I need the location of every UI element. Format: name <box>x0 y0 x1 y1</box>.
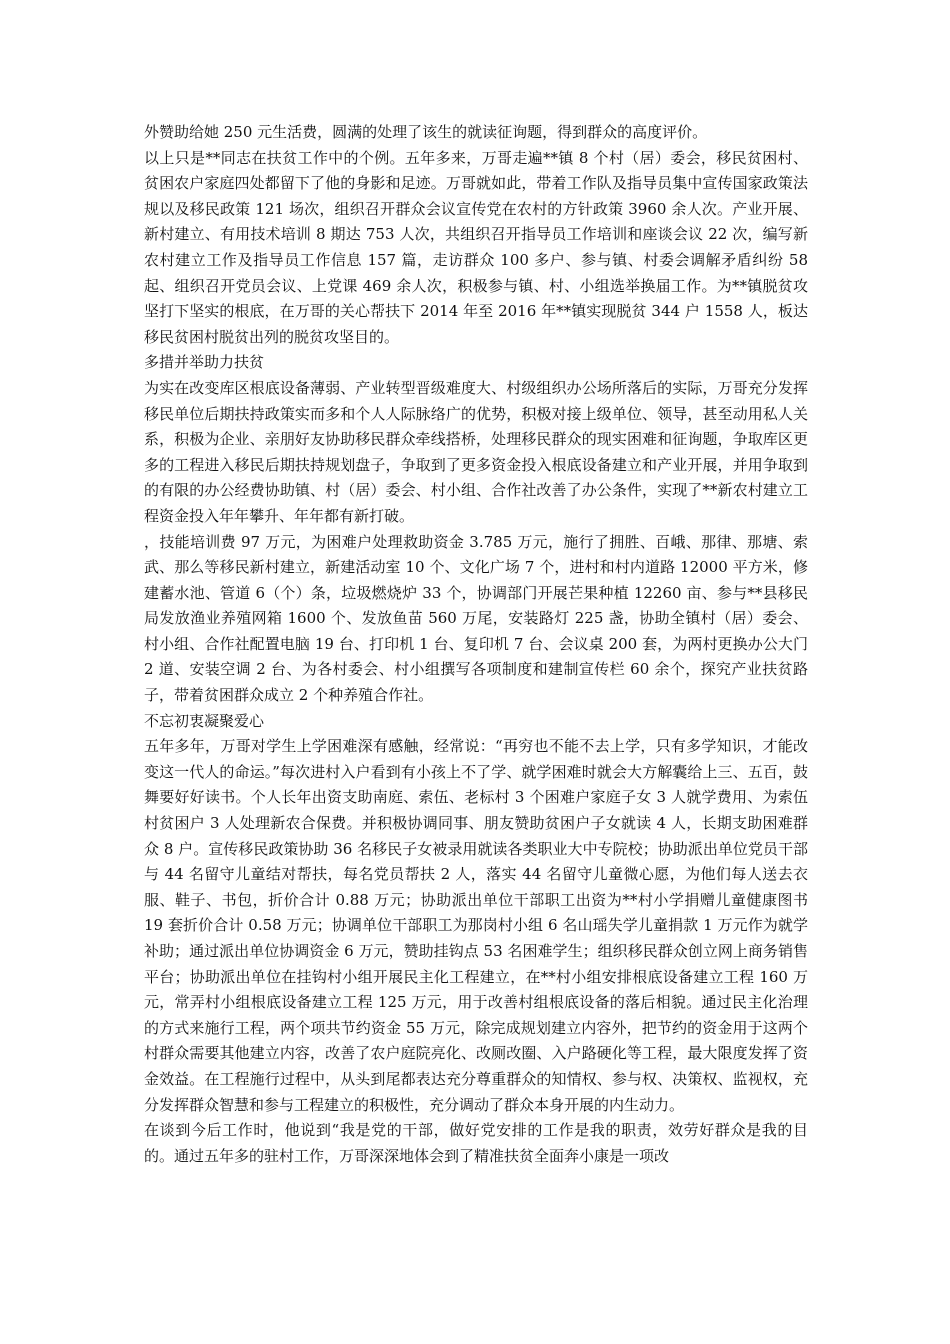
section-heading: 不忘初衷凝聚爱心 <box>144 711 265 730</box>
paragraph: 为实在改变库区根底设备薄弱、产业转型晋级难度大、村级组织办公场所落后的实际，万哥充分发挥移民单位后期扶持政策实而多和个人人际脉络广的优势，积极对接上级单位、领导，甚至动用私人关系，积极为企业、亲朋好友协助移民群众牵线搭桥，处理移民群众的现实困难和征询题，争取库区更多的工程进入移民后期扶持规划盘子，争取到了更多资金投入根底设备建立和产业开展，并用争取到的有限的办公经费协助镇、村（居）委会、村小组、合作社改善了办公条件，实现了**新农村建立工程资金投入年年攀升、年年都有新打破。 <box>144 378 808 525</box>
section-heading: 多措并举助力扶贫 <box>144 353 265 372</box>
paragraph: 在谈到今后工作时，他说到“我是党的干部，做好党安排的工作是我的职责，效劳好群众是我的目的。通过五年多的驻村工作，万哥深深地体会到了精准扶贫全面奔小康是一项改 <box>144 1121 808 1165</box>
document-page <box>144 120 808 1169</box>
paragraph: 以上只是**同志在扶贫工作中的个例。五年多来，万哥走遍**镇 8 个村（居）委会，移民贫困村、贫困农户家庭四处都留下了他的身影和足迹。万哥就如此，带着工作队及指导员集中宣传国家政策法规以及移民政策 121 场次，组织召开群众会议宣传党在农村的方针政策 3960 余人次。产业开展、新村建立、有用技术培训 8 期达 753 人次，共组织召开指导员工作培训和座谈会议 22 次，编写新农村建立工作及指导员工作信息 157 篇，走访群众 100 多户、参与镇、村委会调解矛盾纠纷 58 起、组织召开党员会议、上党课 469 余人次，积极参与镇、村、小组选举换届工作。为**镇脱贫攻坚打下坚实的根底，在万哥的关心帮扶下 2014 年至 2016 年**镇实现脱贫 344 户 1558 人，板达移民贫困村脱贫出列的脱贫攻坚目的。 <box>144 148 808 346</box>
paragraph: ，技能培训费 97 万元，为困难户处理救助资金 3.785 万元，施行了拥胜、百峨、那律、那塘、索武、那么等移民新村建立，新建活动室 10 个、文化广场 7 个，进村和村内道路 12000 平方米，修建蓄水池、管道 6（个）条，垃圾燃烧炉 33 个，协调部门开展芒果种植 12260 亩、参与**县移民局发放渔业养殖网箱 1600 个、发放鱼苗 560 万尾，安装路灯 225 盏，协助全镇村（居）委会、村小组、合作社配置电脑 19 台、打印机 1 台、复印机 7 台、会议桌 200 套，为两村更换办公大门 2 道、安装空调 2 台、为各村委会、村小组撰写各项制度和建制宣传栏 60 余个，探究产业扶贫路子，带着贫困群众成立 2 个种养殖合作社。 <box>144 532 808 705</box>
paragraph: 外赞助给她 250 元生活费，圆满的处理了该生的就读征询题，得到群众的高度评价。 <box>144 123 708 141</box>
paragraph: 五年多年，万哥对学生上学困难深有感触，经常说：“再穷也不能不去上学，只有多学知识，才能改变这一代人的命运。”每次进村入户看到有小孩上不了学、就学困难时就会大方解囊给上三、五百，鼓舞要好好读书。个人长年出资支助南庭、索伍、老标村 3 个困难户家庭子女 3 人就学费用、为索伍村贫困户 3 人处理新农合保费。并积极协调同事、朋友赞助贫困户子女就读 4 人，长期支助困难群众 8 户。宣传移民政策协助 36 名移民子女被录用就读各类职业大中专院校；协助派出单位党员干部与 44 名留守儿童结对帮扶，每名党员帮扶 2 人，落实 44 名留守儿童微心愿，为他们每人送去衣服、鞋子、书包，折价合计 0.88 万元；协助派出单位干部职工出资为**村小学捐赠儿童健康图书 19 套折价合计 0.58 万元；协调单位干部职工为那岗村小组 6 名山瑶失学儿童捐款 1 万元作为就学补助；通过派出单位协调资金 6 万元，赞助挂钩点 53 名困难学生；组织移民群众创立网上商务销售平台；协助派出单位在挂钩村小组开展民主化工程建立，在**村小组安排根底设备建立工程 160 万元，常弄村小组根底设备建立工程 125 万元，用于改善村组根底设备的落后相貌。通过民主化治理的方式来施行工程，两个项共节约资金 55 万元，除完成规划建立内容外，把节约的资金用于这两个村群众需要其他建立内容，改善了农户庭院亮化、改厕改圈、入户路硬化等工程，最大限度发挥了资金效益。在工程施行过程中，从头到尾都表达充分尊重群众的知情权、参与权、决策权、监视权，充分发挥群众智慧和参与工程建立的积极性，充分调动了群众本身开展的内生动力。 <box>144 737 808 1114</box>
